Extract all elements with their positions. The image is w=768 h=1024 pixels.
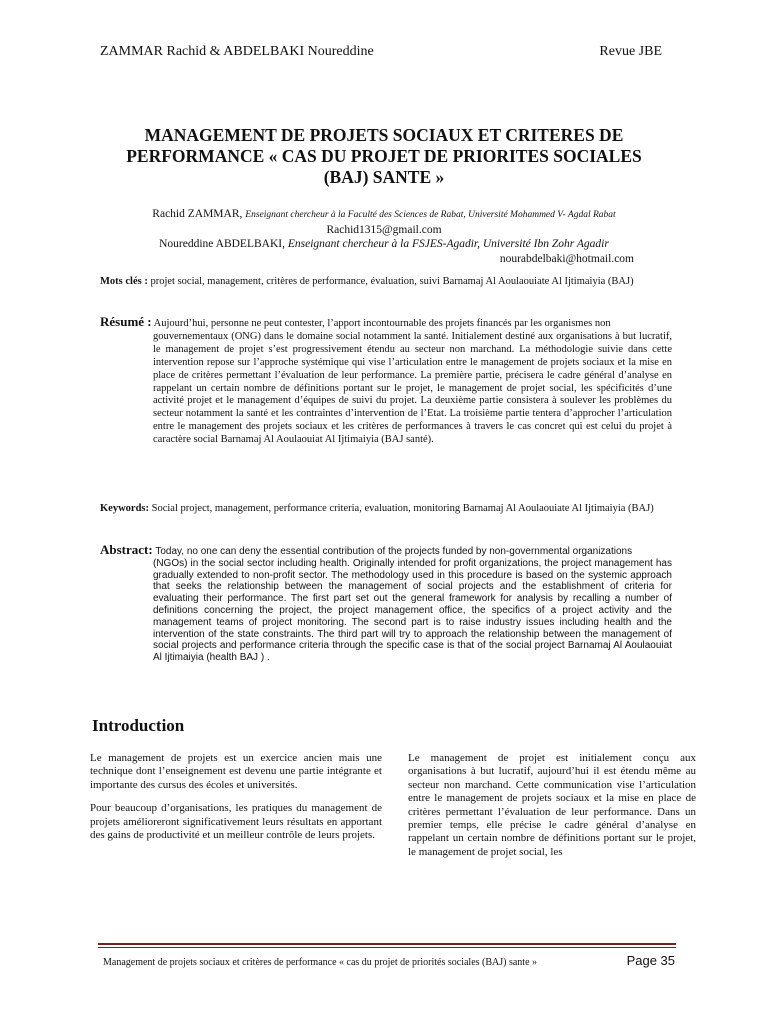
resume-first-line xyxy=(100,316,672,331)
running-header xyxy=(100,44,662,60)
resume-block xyxy=(100,316,672,447)
mots-cles-block xyxy=(100,276,672,289)
resume-body: gouvernementaux (ONG) dans le domaine social notamment la santé. Initialement destiné aux organisations à but lucratif, le management de projet s’est progressivement étendu au secteur non marchand. La méthodologie suivie dans cette intervention repose sur l’approche systémique qui vise l’articulation entre le management de projets sociaux et la mise en place de critères permettant l’évaluation de leur performance. La première partie, précisera le cadre général d’analyse en rappelant un certain nombre de définitions portant sur le projet, le management de projet social, les spécificités d’une activité projet et le management d’équipes de suivi du projet. La deuxième partie consistera à soulever les problèmes du secteur notamment la santé et les contraintes d’intervention de l’Etat. La troisième partie tentera d’approcher l’articulation entre le management des projets sociaux et les critères de performances à travers le cas concret qui est celui du projet à caractère social Barnamaj Al Aoulaouiat Al Ijtimaiyia (BAJ santé). xyxy=(153,330,672,446)
author-2-email: nourabdelbaki@hotmail.com xyxy=(499,252,634,265)
page-footer xyxy=(103,953,675,968)
abstract-block xyxy=(100,544,672,664)
abstract-first-text: Today, no one can deny the essential contribution of the projects funded by non-governmental organizations xyxy=(152,546,633,557)
author-2-name: Noureddine ABDELBAKI, xyxy=(159,238,288,250)
footer-rule-thick xyxy=(98,943,676,945)
intro-right-column xyxy=(408,752,696,869)
author-1-name: Rachid ZAMMAR, xyxy=(152,208,246,220)
author-2 xyxy=(95,237,673,252)
author-1-email: Rachid1315@gmail.com xyxy=(326,223,442,236)
introduction-heading: Introduction xyxy=(92,716,185,735)
intro-left-paragraph-2: Pour beaucoup d’organisations, les pratiques du management de projets amélioreront significativement leurs résultats en apportant des gains de productivité et un meilleur contrôle de leurs projets. xyxy=(90,802,382,842)
footer-title: Management de projets sociaux et critères de performance « cas du projet de priorités sociales (BAJ) sante » xyxy=(103,957,538,968)
keywords-label: Keywords: xyxy=(100,503,149,514)
title-line-3: (BAJ) SANTE » xyxy=(323,167,445,187)
page-number: Page 35 xyxy=(626,953,675,968)
intro-left-column xyxy=(90,752,382,852)
author-block xyxy=(95,207,673,266)
author-1 xyxy=(95,207,673,223)
title-line-1: MANAGEMENT DE PROJETS SOCIAUX ET CRITERES DE xyxy=(144,125,624,145)
intro-left-paragraph-1: Le management de projets est un exercice ancien mais une technique dont l’enseignement est devenu une partie intégrante et importante des cursus des écoles et universités. xyxy=(90,752,382,791)
title-line-2: PERFORMANCE « CAS DU PROJET DE PRIORITES SOCIALES xyxy=(126,146,642,166)
abstract-first-line xyxy=(100,544,672,558)
abstract-body: (NGOs) in the social sector including health. Originally intended for profit organizations, the project management has gradually extended to non-profit sector. The methodology used in this procedure is based on the systemic approach that seeks the relationship between the management of social projects and the establishment of criteria for evaluating their performance. The first part set out the general framework for analysis by recalling a number of definitions concerning the project, the project management office, the specifics of a project activity and the management teams of project monitoring. The second part is to raise industry issues including health and the intervention of the state constraints. The third part will try to approach the relationship between the management of social projects and performance criteria through the specific case is that of the social project Barnamaj Al Aoulaouiat Al Ijtimaiyia (health BAJ ) . xyxy=(153,557,672,664)
keywords-block xyxy=(100,503,672,516)
mots-cles-text: projet social, management, critères de performance, évaluation, suivi Barnamaj Al Aoulaouiate Al Ijtimaiyia (BAJ) xyxy=(147,276,634,287)
mots-cles-label: Mots clés : xyxy=(100,276,148,287)
resume-label: Résumé : xyxy=(100,314,152,329)
header-authors: ZAMMAR Rachid & ABDELBAKI Noureddine xyxy=(100,44,374,59)
header-journal: Revue JBE xyxy=(599,44,662,59)
footer-rule-thin xyxy=(98,947,676,948)
author-2-affiliation: Enseignant chercheur à la FSJES-Agadir, Université Ibn Zohr Agadir xyxy=(287,238,609,250)
resume-first-text: Aujourd’hui, personne ne peut contester, l’apport incontournable des projets financés par les organismes non xyxy=(151,318,611,329)
keywords-text: Social project, management, performance criteria, evaluation, monitoring Barnamaj Al Aoulaouiate Al Ijtimaiyia (BAJ) xyxy=(149,503,654,514)
intro-right-paragraph-1: Le management de projet est initialement conçu aux organisations à but lucratif, aujourd’hui il est étendu même au secteur non marchand. Cette communication vise l’articulation entre le management de projets sociaux et la mise en place de critères permettant l’évaluation de leur performance. Dans un premier temps, elle précise le cadre général d’analyse en rappelant un certain nombre de définitions portant sur le projet, le management de projet social, les xyxy=(408,752,696,858)
author-1-affiliation: Enseignant chercheur à la Faculté des Sciences de Rabat, Université Mohammed V- Agdal Rabat xyxy=(245,210,616,220)
abstract-label: Abstract: xyxy=(100,542,153,557)
paper-title xyxy=(95,125,673,188)
